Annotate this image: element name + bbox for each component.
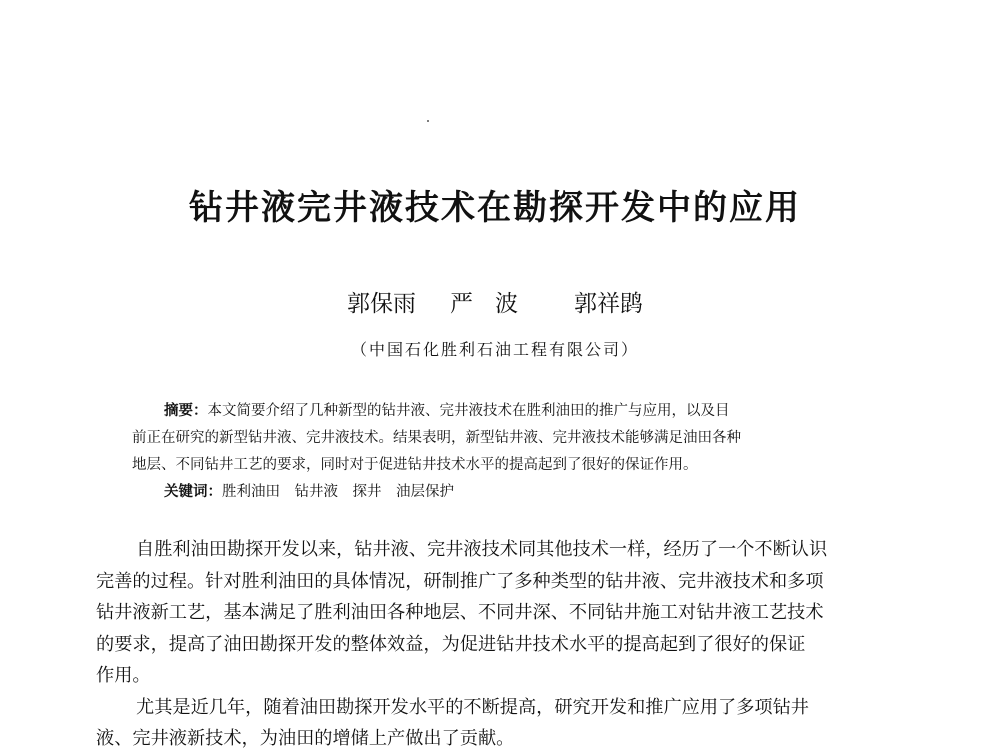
- body-line: 钻井液新工艺，基本满足了胜利油田各种地层、不同井深、不同钻井施工对钻井液工艺技术: [96, 602, 824, 623]
- author-name: 严波: [450, 291, 540, 317]
- author-list: [0, 288, 990, 320]
- keywords-line: [132, 479, 872, 506]
- body-line: 完善的过程。针对胜利油田的具体情况，研制推广了多种类型的钻井液、完井液技术和多项: [96, 570, 824, 592]
- abstract-block: [132, 398, 872, 506]
- author-name: 郭祥鹍: [574, 291, 643, 317]
- author-name: 郭保雨: [347, 291, 416, 317]
- abstract-text: 本文简要介绍了几种新型的钻井液、完井液技术在胜利油田的推广与应用，以及目: [207, 403, 730, 419]
- body-line: 液、完井液新技术，为油田的增储上产做出了贡献。: [96, 728, 515, 749]
- abstract-line: 地层、不同钻井工艺的要求，同时对于促进钻井技术水平的提高起到了很好的保证作用。: [132, 457, 698, 473]
- paper-title: 钻井液完井液技术在勘探开发中的应用: [189, 188, 801, 228]
- keywords-text: 胜利油田 钻井液 探井 油层保护: [222, 484, 454, 500]
- body-line: 尤其是近几年，随着油田勘探开发水平的不断提高，研究开发和推广应用了多项钻井: [136, 696, 809, 718]
- keywords-label: 关键词：: [164, 484, 222, 500]
- body-text: [96, 534, 906, 755]
- body-line: 作用。: [96, 665, 151, 686]
- body-line: 自胜利油田勘探开发以来，钻井液、完井液技术同其他技术一样，经历了一个不断认识: [136, 539, 828, 560]
- abstract-line: 前正在研究的新型钻井液、完井液技术。结果表明，新型钻井液、完井液技术能够满足油田各种: [132, 430, 741, 446]
- scan-speck: [427, 120, 429, 122]
- abstract-label: 摘要：: [164, 403, 208, 419]
- abstract-line: [132, 398, 872, 425]
- affiliation: （中国石化胜利石油工程有限公司）: [350, 340, 639, 359]
- body-line: 的要求，提高了油田勘探开发的整体效益，为促进钻井技术水平的提高起到了很好的保证: [96, 633, 806, 655]
